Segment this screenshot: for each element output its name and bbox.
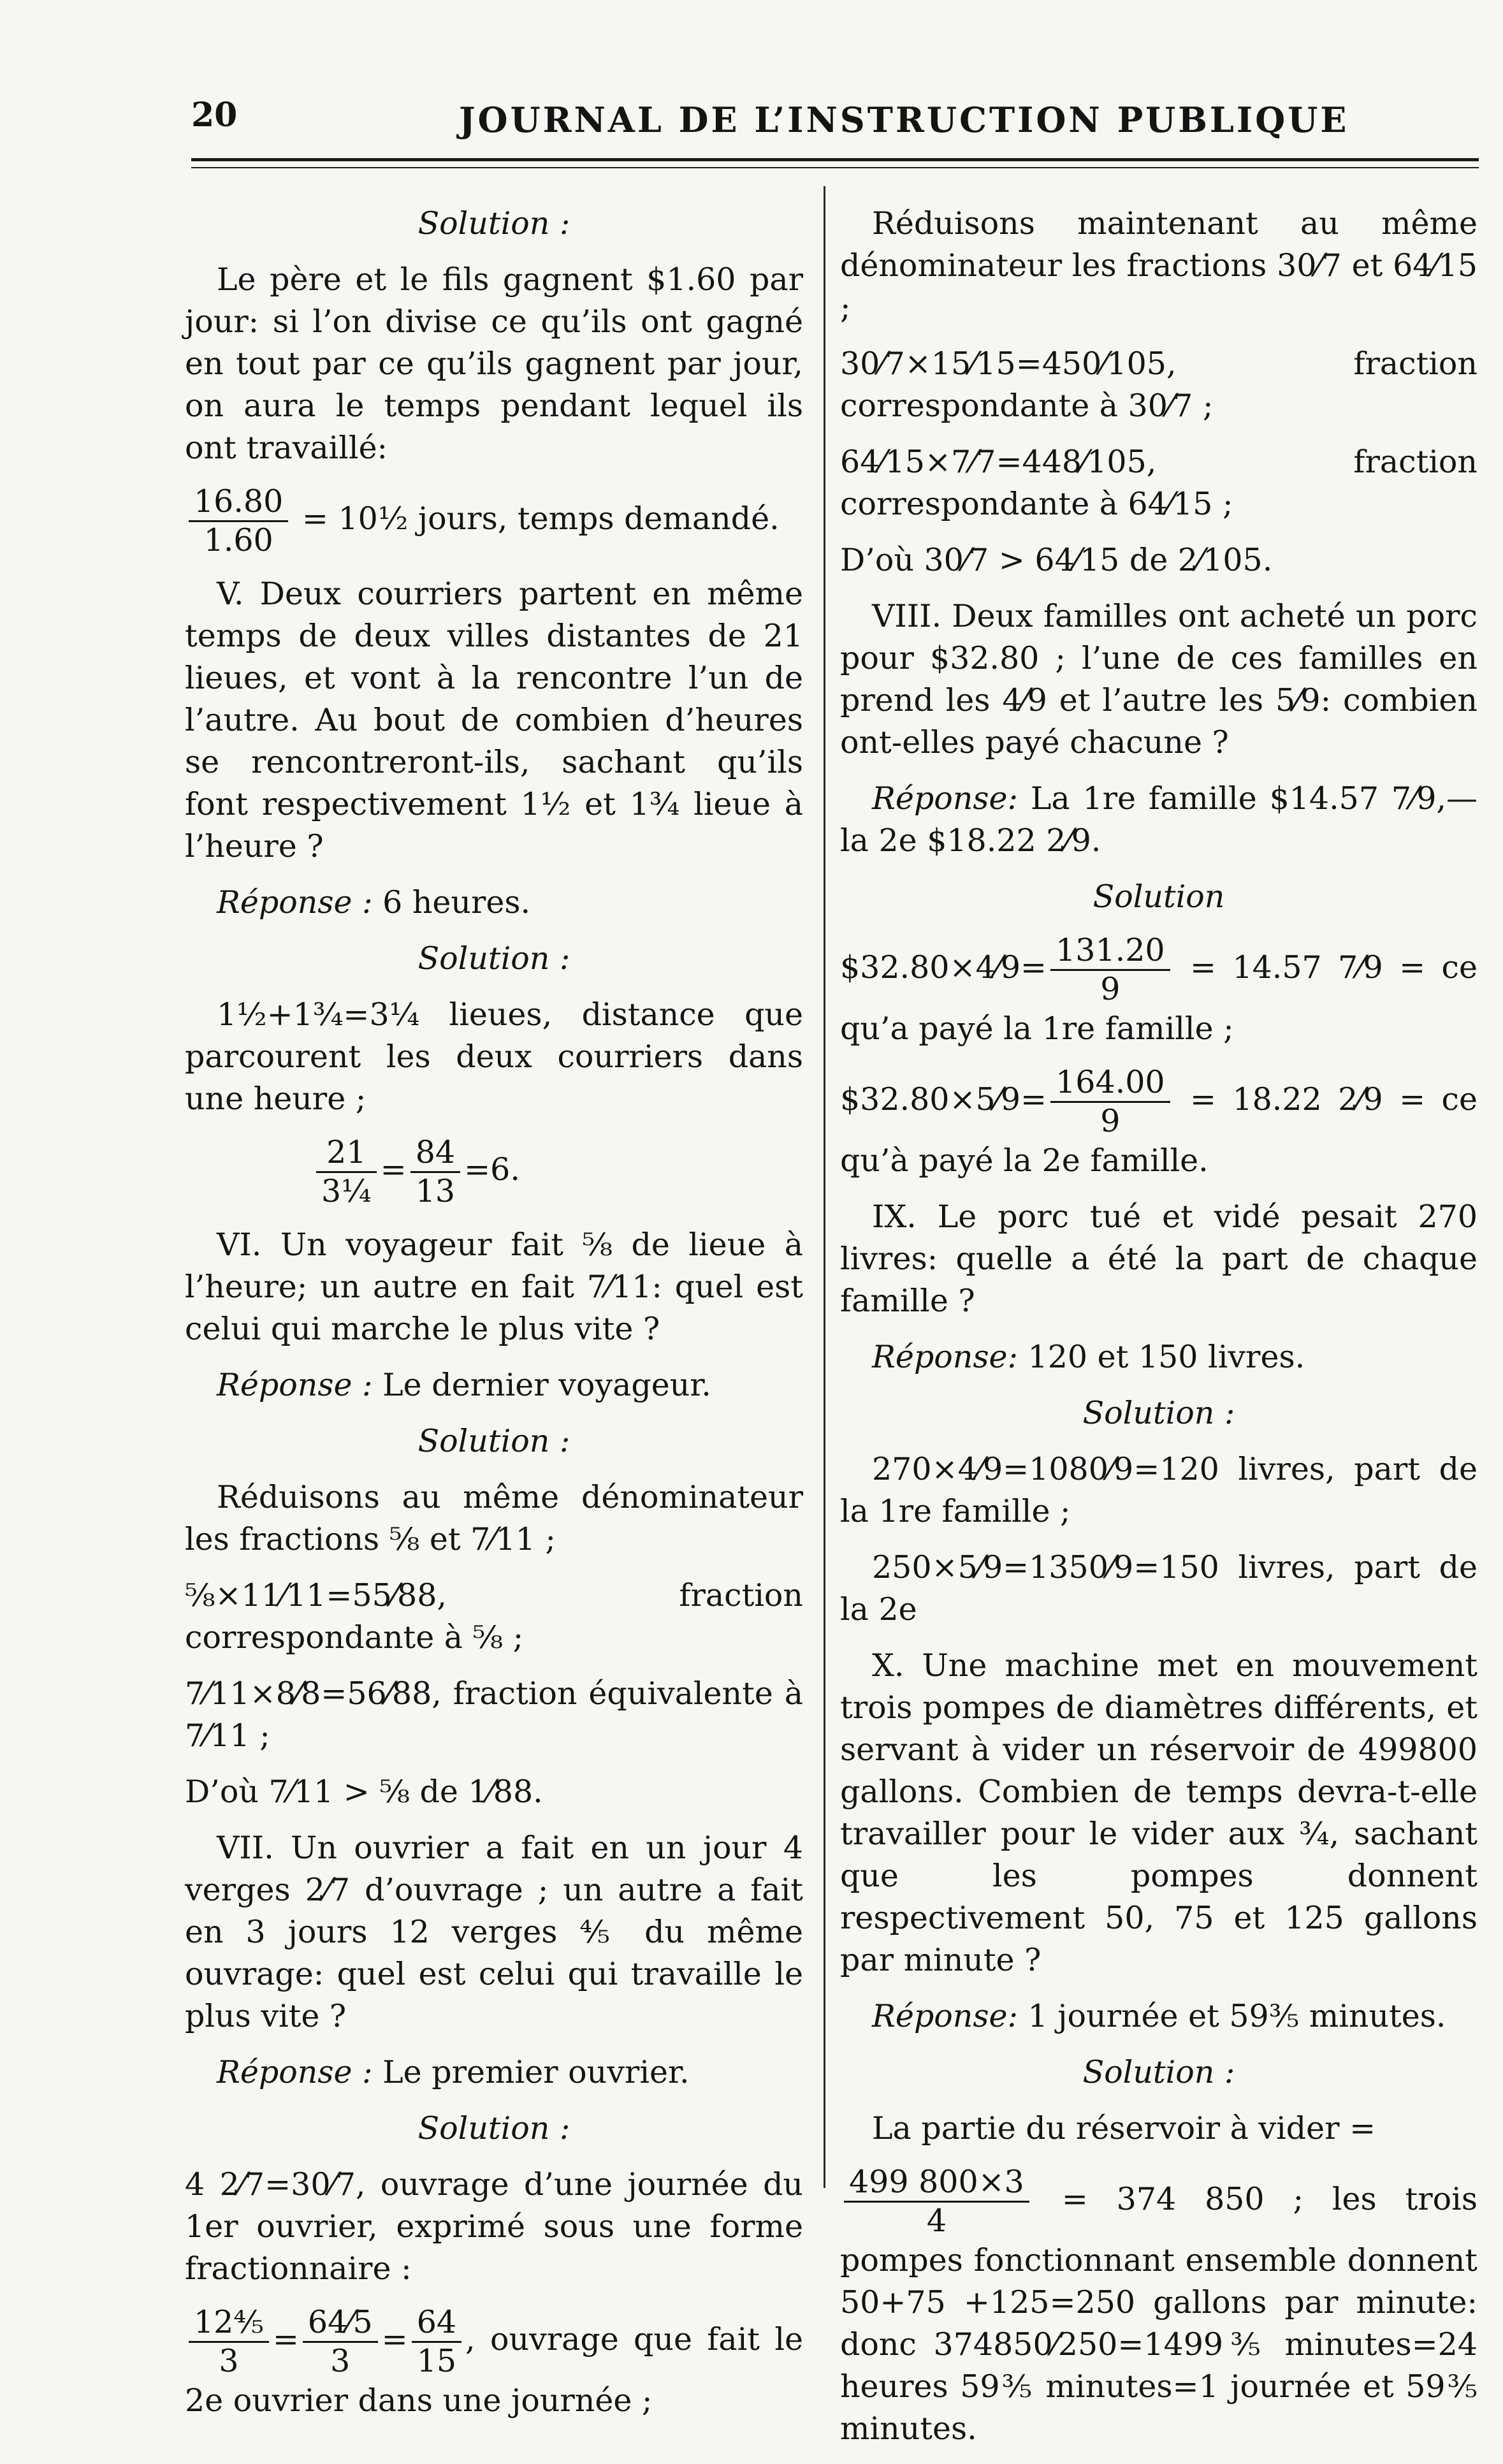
sol5-eq-fraction-1 [316,1134,377,1210]
paragraph-sol7-l1: 30⁄7×15⁄15=450⁄105, fraction correspondante à 30⁄7 ; [840,346,1478,424]
sol5-eq-eq1: = [380,1151,407,1188]
paragraph-prob5: V. Deux courriers partent en même temps de deux villes distantes de 21 lieues, et vont à la rencontre l’un de l’autre. Au bout de combien d’heures se rencontreront-ils, sachant qu’ils font respectivement 1½ et 1¾ lieue à l’heure ? [185,576,803,864]
right-column [840,203,1478,2464]
paragraph-rep7 [185,2052,803,2094]
paragraph-rep9 [840,1336,1478,1378]
paragraph-sol9-label: Solution : [1082,1395,1235,1431]
sol1-eq-rest: = 10½ jours, temps demandé. [292,500,780,537]
paragraph-sol6-label: Solution : [418,1423,570,1459]
sol7-eq-rest: , ouvrage que fait le 2e ouvrier dans une journée ; [185,2321,803,2419]
paragraph-sol10-eq [840,2164,1478,2450]
sol7-eq-fraction-2-numerator: 64⁄5 [303,2304,378,2343]
sol8-eq2-rest: = 18.22 2⁄9 = ce qu’à payé la 2e famille. [840,1081,1478,1179]
sol7-eq-fraction-1-numerator: 12⅘ [189,2304,269,2343]
sol5-eq-fraction-2-numerator: 84 [410,1134,460,1173]
rep5-label: Réponse : [217,884,373,921]
journal-title: JOURNAL DE L’INSTRUCTION PUBLIQUE [459,99,1349,140]
paragraph-sol7-label: Solution : [418,2110,570,2147]
sol5-eq-rest: =6. [464,1151,520,1188]
paragraph-prob8: VIII. Deux familles ont acheté un porc pour $32.80 ; l’une de ces familles en prend les 4⁄9 et l’autre les 5⁄9: combien ont-elles payé chacune ? [840,598,1478,761]
rep5-text: 6 heures. [372,884,531,921]
paragraph-sol6-l3: D’où 7⁄11 > ⅝ de 1⁄88. [185,1774,543,1810]
rep10-label: Réponse: [872,1998,1018,2034]
page-header [191,96,1479,147]
sol5-eq-fraction-2 [410,1134,460,1210]
sol8-eq1-fraction-numerator: 131.20 [1050,932,1170,971]
sol5-eq-fraction-2-denominator: 13 [415,1173,456,1209]
rep6-label: Réponse : [217,1367,373,1403]
sol5-eq-fraction-1-denominator: 3¼ [321,1173,372,1209]
paragraph-rep8 [840,778,1478,862]
page-number: 20 [191,96,238,135]
paragraph-sol1-body: Le père et le fils gagnent $1.60 par jour: si l’on divise ce qu’ils ont gagné en tout par ce qu’ils gagnent par jour, on aura le temps pendant lequel ils ont travaillé: [185,261,803,466]
paragraph-sol8-label: Solution [1093,878,1225,915]
sol1-eq-fraction [189,483,288,559]
rep9-label: Réponse: [872,1339,1018,1375]
rep8-label: Réponse: [872,780,1018,817]
paragraph-sol8-eq1 [840,932,1478,1050]
header-rule-thick [191,158,1479,161]
sol8-eq1-fraction-denominator: 9 [1100,971,1121,1007]
rep10-text: 1 journée et 59⅗ minutes. [1017,1998,1446,2034]
paragraph-sol7-l3: D’où 30⁄7 > 64⁄15 de 2⁄105. [840,542,1273,578]
sol8-eq1-pre: $32.80×4⁄9= [840,949,1047,986]
column-divider [824,186,825,2188]
rep7-text: Le premier ouvrier. [372,2054,690,2090]
paragraph-rep5 [185,882,803,924]
paragraph-sol10-label: Solution : [1082,2054,1235,2090]
header-rule-thin [191,167,1479,168]
paragraph-sol8-eq2 [840,1064,1478,1182]
sol7-eq-fraction-2 [303,2304,378,2380]
paragraph-sol1-eq [185,483,803,559]
paragraph-sol5-eq [185,1134,803,1210]
sol7-eq-fraction-3 [412,2304,461,2380]
paragraph-sol6-body: Réduisons au même dénominateur les fractions ⅝ et 7⁄11 ; [185,1479,803,1557]
sol10-eq-fraction [844,2164,1029,2240]
sol10-eq-fraction-numerator: 499 800×3 [844,2164,1029,2203]
sol5-eq-fraction-1-numerator: 21 [316,1134,377,1173]
paragraph-sol7-l2: 64⁄15×7⁄7=448⁄105, fraction correspondante à 64⁄15 ; [840,444,1478,522]
paragraph-prob9: IX. Le porc tué et vidé pesait 270 livres: quelle a été la part de chaque famille ? [840,1199,1478,1319]
paragraph-prob10: X. Une machine met en mouvement trois pompes de diamètres différents, et servant à vider un réservoir de 499800 gallons. Combien de temps devra-t-elle travailler pour le vider aux ¾, sachant que les pompes donnent respectivement 50, 75 et 125 gallons par minute ? [840,1647,1478,1978]
paragraph-sol9-l1: 270×4⁄9=1080⁄9=120 livres, part de la 1re famille ; [840,1451,1478,1529]
sol7-eq-fraction-2-denominator: 3 [330,2343,351,2379]
paragraph-rep6 [185,1364,803,1406]
paragraph-sol7-body: 4 2⁄7=30⁄7, ouvrage d’une journée du 1er ouvrier, exprimé sous une forme fractionnaire : [185,2166,803,2287]
paragraph-sol7-eq [185,2304,803,2422]
paragraph-sol6-l2: 7⁄11×8⁄8=56⁄88, fraction équivalente à 7⁄11 ; [185,1675,803,1754]
sol8-eq2-pre: $32.80×5⁄9= [840,1081,1047,1118]
sol7-eq-eq1: = [272,2321,299,2358]
sol8-eq1-rest: = 14.57 7⁄9 = ce qu’a payé la 1re famille ; [840,949,1478,1047]
sol8-eq2-fraction-denominator: 9 [1100,1103,1121,1139]
paragraph-sol5-body: 1½+1¾=3¼ lieues, distance que parcourent les deux courriers dans une heure ; [185,996,803,1117]
sol1-eq-fraction-numerator: 16.80 [189,483,288,522]
sol1-eq-fraction-denominator: 1.60 [203,522,273,558]
sol7-eq-eq2: = [381,2321,408,2358]
left-column [185,203,803,2436]
paragraph-prob7: VII. Un ouvrier a fait en un jour 4 verges 2⁄7 d’ouvrage ; un autre a fait en 3 jours 12 verges ⅘ du même ouvrage: quel est celui qui travaille le plus vite ? [185,1830,803,2034]
sol8-eq1-fraction [1050,932,1170,1008]
sol8-eq2-fraction-numerator: 164.00 [1050,1064,1170,1103]
rep6-text: Le dernier voyageur. [372,1367,711,1403]
paragraph-prob6: VI. Un voyageur fait ⅝ de lieue à l’heure; un autre en fait 7⁄11: quel est celui qui marche le plus vite ? [185,1227,803,1347]
sol10-eq-fraction-denominator: 4 [926,2203,947,2239]
sol7-eq-fraction-3-denominator: 15 [416,2343,457,2379]
paragraph-sol9-l2: 250×5⁄9=1350⁄9=150 livres, part de la 2e [840,1549,1478,1628]
paragraph-sol6-l1: ⅝×11⁄11=55⁄88, fraction correspondante à ⅝ ; [185,1577,803,1656]
paragraph-sol5-label: Solution : [418,940,570,977]
rep9-text: 120 et 150 livres. [1017,1339,1305,1375]
sol7-eq-fraction-3-numerator: 64 [412,2304,461,2343]
paragraph-sol1-label: Solution : [418,205,570,242]
paragraph-sol7-cont: Réduisons maintenant au même dénominateur les fractions 30⁄7 et 64⁄15 ; [840,205,1478,326]
rep7-label: Réponse : [217,2054,373,2090]
sol10-eq-rest: = 374 850 ; les trois pompes fonctionnant ensemble donnent 50+75 +125=250 gallons par minute: donc 374850⁄250=1499⅗ minutes=24 heures 59⅗ minutes=1 journée et 59⅗ minutes. [840,2181,1478,2447]
paragraph-sol10-l0: La partie du réservoir à vider = [872,2110,1376,2147]
rep8-text: La 1re famille $14.57 7⁄9,—la 2e $18.22 2⁄9. [840,780,1478,859]
sol8-eq2-fraction [1050,1064,1170,1140]
sol7-eq-fraction-1 [189,2304,269,2380]
sol7-eq-fraction-1-denominator: 3 [219,2343,239,2379]
paragraph-rep10 [840,1995,1478,2038]
